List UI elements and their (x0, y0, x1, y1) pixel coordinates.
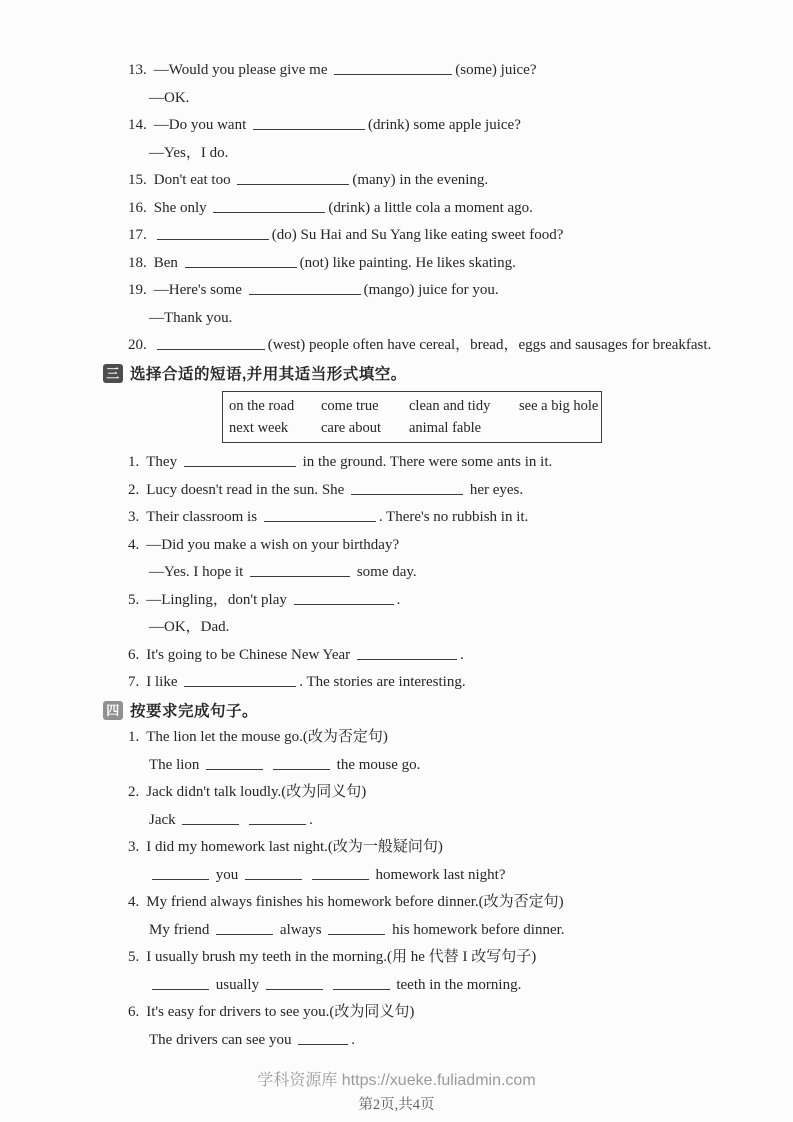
item-number: 14. (128, 117, 147, 133)
phrase-box-row (229, 395, 597, 417)
phrase-option: care about (321, 420, 381, 436)
text-run: The lion let the mouse go.(改为否定句) (146, 729, 388, 745)
text-run: her eyes. (466, 481, 524, 498)
worksheet-line (128, 305, 773, 333)
text-run: My friend (149, 921, 214, 938)
text-run: . (351, 1031, 355, 1048)
text-run: (mango) juice for you. (363, 282, 499, 298)
text-run: some day. (353, 564, 417, 580)
item-number: 3. (128, 509, 140, 525)
text-run: —OK，Dad. (149, 619, 230, 635)
fill-blank (213, 200, 325, 213)
text-run: —Do you want (153, 117, 250, 133)
fill-blank (357, 647, 457, 660)
text-run: (drink) a little cola a moment ago. (328, 199, 533, 216)
phrase-option: come true (321, 398, 379, 414)
fill-blank (253, 117, 365, 130)
worksheet-line (128, 972, 773, 1000)
fill-blank (184, 674, 296, 687)
text-run: Jack (149, 811, 180, 828)
text-run: in the ground. There were some ants in it. (298, 454, 553, 470)
worksheet-line (128, 834, 773, 862)
text-run: —Would you please give me (153, 62, 332, 78)
worksheet-content (106, 57, 773, 1054)
worksheet-line (128, 195, 773, 223)
footer-site-watermark: 学科资源库 https://xueke.fuliadmin.com (257, 1072, 536, 1089)
text-run: you (212, 866, 242, 883)
item-number: 3. (128, 839, 140, 855)
text-run: Don't eat too (153, 172, 235, 188)
worksheet-line (128, 944, 773, 972)
worksheet-line (128, 57, 773, 85)
fill-blank (294, 592, 394, 605)
fill-blank (216, 922, 273, 935)
text-run: —Here's some (153, 282, 246, 298)
fill-blank (249, 282, 361, 295)
text-run: I like (146, 674, 182, 690)
fill-blank (206, 757, 263, 770)
fill-blank (245, 867, 302, 880)
worksheet-line (128, 917, 773, 945)
text-run (305, 867, 309, 883)
worksheet-line (128, 477, 773, 505)
text-run: . (459, 646, 464, 663)
phrase-option: see a big hole (519, 398, 599, 414)
item-number: 17. (128, 227, 147, 243)
worksheet-line (128, 724, 773, 752)
fill-blank (298, 1032, 348, 1045)
text-run: —Yes，I do. (149, 144, 229, 161)
worksheet-line (128, 999, 773, 1027)
text-run: I did my homework last night.(改为一般疑问句) (146, 839, 443, 855)
fill-blank (157, 227, 269, 240)
item-number: 16. (128, 199, 147, 216)
page-footer (0, 1067, 793, 1114)
fill-blank (182, 812, 239, 825)
worksheet-line (128, 807, 773, 835)
text-run: (drink) some apple juice? (368, 117, 521, 133)
fill-blank (334, 62, 452, 75)
item-number: 1. (128, 729, 140, 745)
worksheet-line (128, 779, 773, 807)
text-run: his homework before dinner. (388, 921, 565, 938)
fill-blank (351, 482, 463, 495)
text-run: The lion (149, 756, 204, 773)
fill-blank (333, 977, 390, 990)
section-header (103, 360, 773, 388)
text-run: Lucy doesn't read in the sun. She (146, 481, 349, 498)
text-run: —OK. (149, 89, 190, 106)
item-number: 7. (128, 674, 140, 690)
text-run (266, 757, 270, 773)
worksheet-line (128, 222, 773, 250)
fill-blank (157, 337, 265, 350)
text-run: always (276, 921, 326, 938)
fill-blank (185, 255, 297, 268)
item-number: 4. (128, 894, 140, 910)
phrase-box (222, 391, 602, 443)
text-run: —Yes. I hope it (149, 564, 248, 580)
phrase-box-row (229, 417, 597, 439)
item-number: 18. (128, 254, 147, 271)
worksheet-line (128, 669, 773, 697)
worksheet-line (128, 889, 773, 917)
item-number: 2. (128, 784, 140, 800)
phrase-option: animal fable (409, 420, 482, 436)
text-run: . (396, 591, 401, 608)
worksheet-line (128, 752, 773, 780)
text-run: She only (153, 199, 211, 216)
text-run: It's easy for drivers to see you.(改为同义句) (146, 1004, 415, 1020)
item-number: 5. (128, 949, 140, 965)
text-run: . The stories are interesting. (299, 674, 466, 690)
worksheet-line (128, 614, 773, 642)
phrase-option: on the road (229, 398, 295, 414)
text-run: They (146, 454, 181, 470)
phrase-option: clean and tidy (409, 398, 491, 414)
fill-blank (237, 172, 349, 185)
footer-page-number: 第2页,共4页 (358, 1097, 435, 1113)
section-title: 按要求完成句子。 (130, 703, 259, 721)
worksheet-line (128, 642, 773, 670)
text-run: Jack didn't talk loudly.(改为同义句) (146, 784, 367, 800)
text-run: (many) in the evening. (352, 172, 489, 188)
fill-blank (152, 977, 209, 990)
worksheet-line (128, 112, 773, 140)
fill-blank (250, 564, 350, 577)
item-number: 13. (128, 62, 147, 78)
worksheet-line (128, 167, 773, 195)
worksheet-line (128, 140, 773, 168)
phrase-option: next week (229, 420, 289, 436)
fill-blank (249, 812, 306, 825)
text-run (242, 812, 246, 828)
text-run: It's going to be Chinese New Year (146, 646, 354, 663)
fill-blank (184, 454, 296, 467)
section-number-badge: 三 (103, 364, 123, 383)
text-run: My friend always finishes his homework before dinner.(改为否定句) (146, 894, 564, 910)
text-run: I usually brush my teeth in the morning.(用 he 代替 I 改写句子) (146, 949, 537, 965)
worksheet-line (128, 504, 773, 532)
text-run: —Did you make a wish on your birthday? (146, 536, 400, 553)
worksheet-line (128, 862, 773, 890)
text-run: (do) Su Hai and Su Yang like eating sweet food? (271, 227, 564, 243)
item-number: 20. (128, 337, 147, 353)
text-run: . (309, 811, 313, 828)
fill-blank (152, 867, 209, 880)
text-run: . There's no rubbish in it. (378, 509, 529, 525)
section-title: 选择合适的短语,并用其适当形式填空。 (130, 366, 407, 384)
text-run: Their classroom is (146, 509, 261, 525)
text-run: teeth in the morning. (392, 976, 522, 993)
item-number: 6. (128, 1004, 140, 1020)
worksheet-line (128, 85, 773, 113)
text-run: (not) like painting. He likes skating. (299, 254, 516, 271)
worksheet-line (128, 449, 773, 477)
section-header (103, 697, 773, 725)
text-run: usually (212, 976, 263, 993)
fill-blank (264, 509, 376, 522)
item-number: 15. (128, 172, 147, 188)
fill-blank (312, 867, 369, 880)
item-number: 4. (128, 536, 140, 553)
item-number: 19. (128, 282, 147, 298)
text-run: Ben (153, 254, 182, 271)
worksheet-line (128, 1027, 773, 1055)
text-run: —Lingling，don't play (146, 591, 291, 608)
text-run: The drivers can see you (149, 1031, 296, 1048)
worksheet-line (128, 559, 773, 587)
text-run (326, 977, 330, 993)
fill-blank (273, 757, 330, 770)
worksheet-line (128, 587, 773, 615)
fill-blank (266, 977, 323, 990)
worksheet-line (128, 532, 773, 560)
text-run: the mouse go. (332, 756, 421, 773)
fill-blank (328, 922, 385, 935)
worksheet-line (128, 332, 773, 360)
item-number: 6. (128, 646, 140, 663)
item-number: 5. (128, 591, 140, 608)
text-run: (some) juice? (455, 62, 537, 78)
worksheet-line (128, 277, 773, 305)
text-run: (west) people often have cereal，bread，eggs and sausages for breakfast. (267, 337, 712, 353)
item-number: 2. (128, 481, 140, 498)
text-run: —Thank you. (149, 309, 233, 326)
text-run: homework last night? (371, 866, 506, 883)
item-number: 1. (128, 454, 140, 470)
section-number-badge: 四 (103, 701, 123, 720)
worksheet-line (128, 250, 773, 278)
